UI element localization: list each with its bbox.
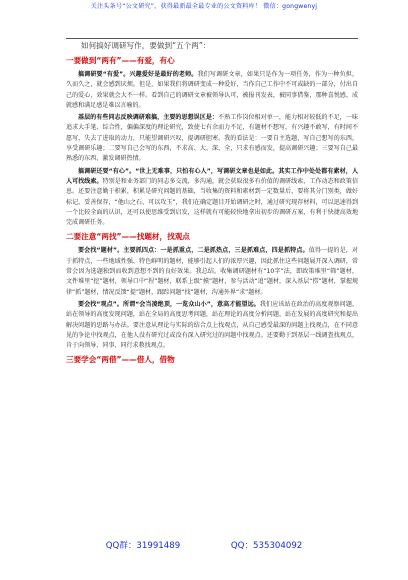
section-heading-1: 一要做到“两有”——有爱，有心 (66, 56, 175, 65)
footer-qq-group: QQ群：31991489 (105, 541, 181, 551)
paragraph-1-lead: 搞调研要“有爱”。兴趣爱好是最好的老师。 (78, 71, 198, 78)
header-banner: 关注头条号“公文研究”，获得最新最全最专业的公文资料库！ 微信：gongwenyj (90, 3, 318, 10)
paragraph-2 (66, 113, 358, 164)
paragraph-5 (66, 300, 358, 351)
paragraph-1 (66, 70, 358, 111)
paragraph-3 (66, 167, 358, 229)
section-heading-3: 三要学会“两借”——借人，借物 (66, 355, 175, 365)
paragraph-4-lead: 要会找“题材”。主要抓四点：一是抓重点，二是抓热点，三是抓难点，四是抓特点。 (78, 247, 309, 255)
paragraph-2-lead: 基层的有些同志反映调研难搞，主要的思想误区是： (78, 114, 219, 122)
paragraph-4 (66, 246, 358, 297)
paragraph-5-text: 我们应该站在政治的高度观察问题，站在领导的高度发现问题，站在全局的高度思考问题，站在理论的高度分析问题，站在发展的高度研究和提出解决问题的思路与办法。要注意从理论与实际的结合点上找观点，从自己感受最深的问题上找观点，在不同意见的争论中找观点，在他人没有研究过或没有深入研究过的问题中找观点。还要勤于到基层一线调查找观点，肯于向领导、同事、同行求教找观点。 (66, 300, 359, 350)
paragraph-4-text: 值得一提的是，对于抓特点，一些地域性强、特色鲜明的题材，能够引起人们的浓厚兴趣，因此抓住这些问题展开深入调研，常常会因为选题独到而收到意想不到的良好效果。我总结，收集调研题材有“10字”法，即政策堆里“筛”题材，文件堆里“挖”题材，领导口中“捏”题材，联系上级“摸”题材，参与活动“追”题材，深入基层“捞”题材，掌握规律“抓”题材，情况反馈“提”题材，跟踪问题“找”题材，沟通外界“求”题材。 (66, 247, 358, 296)
footer-qq-number: QQ：535304092 (230, 541, 303, 551)
paragraph-2-text: 不熟工作岗位相对单一，能力相对较低的不足，一味追求大手笔、综合性，偏偏深度的理论研究，致使七有余而力不足，有题材不想写，有兴趣不敢写，有时间不愿写，失去了进取的动力，只能望调研兴叹，提调研胆寒。我的看法是：一要自主选题，写自己想写的东西，享受调研乐趣；二要写自己会写的东西，不求高、大、深、全，只求有感而发，提高调研兴趣；三要写自己最熟悉的东西，激发调研热情。 (66, 114, 359, 163)
paragraph-5-lead: 要会找“观点”。所谓“会当凌绝顶，一览众山小”，意高才能望远。 (78, 300, 260, 308)
paragraph-3-text: 特别是和业务部门的同志多交流，多沟通，就会获取很多有价值的调研线索、工作动态和政策信息。还要注意勤于积累，积累是研究问题的基础，当收集的资料和素材到一定数量后，要将其分门别类，做好标记，妥善保存，“他山之石，可以攻玉”，我们在确定题目开始调研之时，通过研究现存材料，可以迅速得到一个比较全面的认识，还可以使思维受到启发，这样就有可能较快地拿出初步的调研方案，有利于快捷高效地完成调研任务。 (66, 177, 359, 227)
paragraph-1-text: 我们写调研文章，如果只是作为一项任务，作为一种负担，久而久之，就会感到厌烦。但是，如果我们将调研变成一种爱好，当作自己工作中不可或缺的一部分，付出自己的爱心，效果就会大不一样。看到自己的调研文章被领导认可，被报刊发表，被同事借鉴，那种喜悦感、成就感和满足感是难以言喻的。 (66, 71, 358, 109)
header-divider (66, 38, 358, 39)
section-heading-2: 二要注意“两找”——找题材，找观点 (66, 232, 190, 242)
paragraph-3-lead: 搞调研还要“有心”。“世上无难事，只怕有心人”，写调研文章也是如此。其实工作中处处都有素材，人人可找线索。 (66, 167, 358, 185)
document-body (66, 40, 358, 369)
footer-contacts (0, 539, 408, 551)
intro-line: 如何搞好调研写作，要做到“五个两”： (81, 41, 211, 50)
